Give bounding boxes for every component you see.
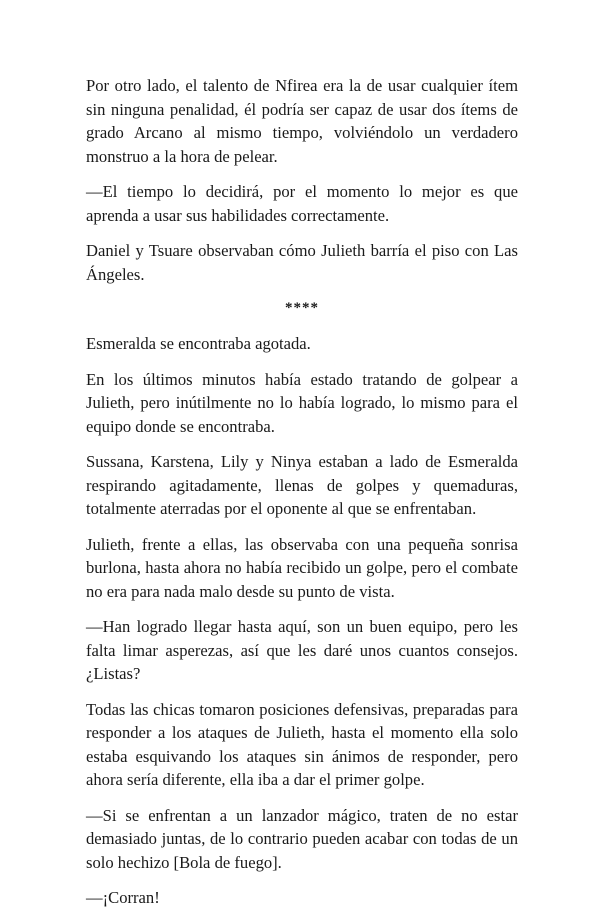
paragraph-julieth-smile: Julieth, frente a ellas, las observaba con una pequeña sonrisa burlona, hasta ahora no había recibido un golpe, pero el combate no era para nada malo desde su punto de vista.: [86, 534, 518, 601]
paragraph-team-members: Sussana, Karstena, Lily y Ninya estaban a lado de Esmeralda respirando agitadamente, llenas de golpes y quemaduras, totalmente aterradas por el oponente al que se enfrentaban.: [86, 452, 518, 518]
paragraph-esmeralda-exhausted: Esmeralda se encontraba agotada.: [86, 334, 311, 353]
dialogue-time-will-decide: —El tiempo lo decidirá, por el momento lo mejor es que aprenda a usar sus habilidades correctamente.: [86, 182, 518, 225]
paragraph-nfirea-talent: Por otro lado, el talento de Nfirea era la de usar cualquier ítem sin ninguna penalidad, él podría ser capaz de usar dos ítems de grado Arcano al mismo tiempo, volviéndolo un verdadero monstruo a la hora de pelear.: [86, 76, 518, 166]
paragraph-daniel-tsuare: Daniel y Tsuare observaban cómo Julieth barría el piso con Las Ángeles.: [86, 241, 518, 284]
dialogue-run: —¡Corran!: [86, 888, 160, 907]
dialogue-magic-caster-advice: —Si se enfrentan a un lanzador mágico, traten de no estar demasiado juntas, de lo contrario pueden acabar con todas de un solo hechizo [Bola de fuego].: [86, 805, 518, 872]
dialogue-good-team: —Han logrado llegar hasta aquí, son un buen equipo, pero les falta limar asperezas, así que les daré unos cuantos consejos. ¿Listas?: [86, 617, 518, 683]
book-page: [86, 74, 518, 922]
scene-separator: ****: [285, 300, 319, 316]
paragraph-last-minutes: En los últimos minutos había estado tratando de golpear a Julieth, pero inútilmente no lo había logrado, lo mismo para el equipo donde se encontraba.: [86, 369, 518, 436]
paragraph-defensive-positions: Todas las chicas tomaron posiciones defensivas, preparadas para responder a los ataques de Julieth, hasta el momento ella solo estaba esquivando los ataques sin ánimos de responder, pero ahora sería diferente, ella iba a dar el primer golpe.: [86, 699, 518, 789]
